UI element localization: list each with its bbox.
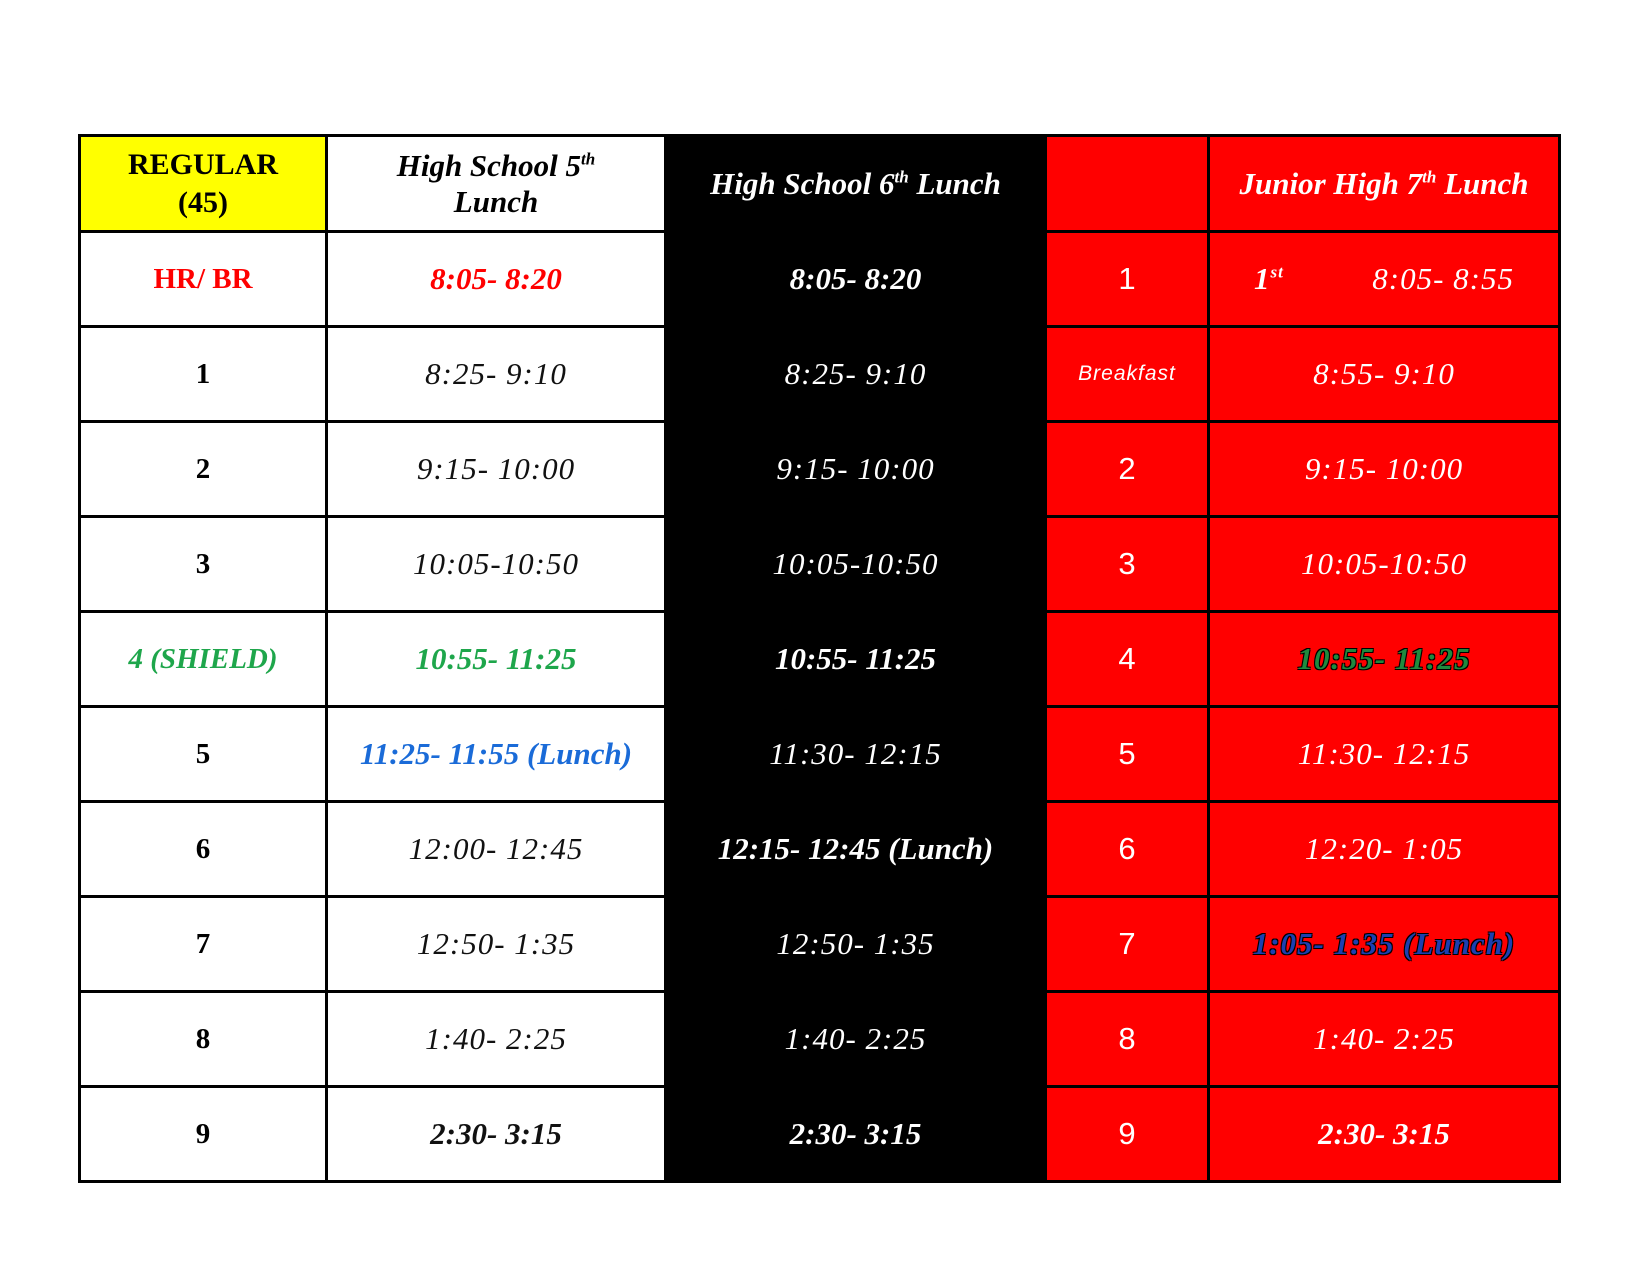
jh-period-number: 8 bbox=[1046, 992, 1209, 1087]
jh7-time: 8:05- 8:55 bbox=[1372, 261, 1514, 296]
period-label: HR/ BR bbox=[80, 232, 327, 327]
hs5-time: 1:40- 2:25 bbox=[327, 992, 666, 1087]
hs5-time: 2:30- 3:15 bbox=[327, 1087, 666, 1182]
header-hs6-sup: th bbox=[894, 167, 909, 187]
hs6-time: 11:30- 12:15 bbox=[666, 707, 1046, 802]
hs5-time: 8:25- 9:10 bbox=[327, 327, 666, 422]
header-hs5-text: High School 5 bbox=[396, 147, 582, 183]
period-label: 1 bbox=[80, 327, 327, 422]
table-row bbox=[80, 1087, 1560, 1182]
jh-period-number: 5 bbox=[1046, 707, 1209, 802]
jh-period-number: 4 bbox=[1046, 612, 1209, 707]
period-label: 5 bbox=[80, 707, 327, 802]
hs6-time: 2:30- 3:15 bbox=[666, 1087, 1046, 1182]
period-label: 7 bbox=[80, 897, 327, 992]
header-row bbox=[80, 136, 1560, 232]
table-row bbox=[80, 897, 1560, 992]
header-hs5-lunch bbox=[327, 136, 666, 232]
jh-period-number: 1 bbox=[1046, 232, 1209, 327]
table-row bbox=[80, 802, 1560, 897]
jh7-first-num: 1 bbox=[1254, 261, 1271, 296]
hs6-time: 12:50- 1:35 bbox=[666, 897, 1046, 992]
header-hs5-sup: th bbox=[581, 149, 596, 169]
hs6-time: 12:15- 12:45 (Lunch) bbox=[666, 802, 1046, 897]
period-label: 8 bbox=[80, 992, 327, 1087]
jh7-time: 10:05-10:50 bbox=[1209, 517, 1560, 612]
jh7-time: 9:15- 10:00 bbox=[1209, 422, 1560, 517]
header-jh7-lunch bbox=[1209, 136, 1560, 232]
period-label: 9 bbox=[80, 1087, 327, 1182]
jh-period-number: 6 bbox=[1046, 802, 1209, 897]
hs5-time: 11:25- 11:55 (Lunch) bbox=[327, 707, 666, 802]
hs5-time: 10:55- 11:25 bbox=[327, 612, 666, 707]
hs6-time: 10:55- 11:25 bbox=[666, 612, 1046, 707]
jh-period-number: 9 bbox=[1046, 1087, 1209, 1182]
hs6-time: 8:25- 9:10 bbox=[666, 327, 1046, 422]
hs5-time: 8:05- 8:20 bbox=[327, 232, 666, 327]
table-row bbox=[80, 422, 1560, 517]
table-row bbox=[80, 517, 1560, 612]
header-regular bbox=[80, 136, 327, 232]
period-label: 3 bbox=[80, 517, 327, 612]
hs6-time: 8:05- 8:20 bbox=[666, 232, 1046, 327]
header-hs6-lunch bbox=[666, 136, 1046, 232]
jh-period-number: Breakfast bbox=[1046, 327, 1209, 422]
header-regular-title: REGULAR bbox=[127, 148, 278, 181]
jh7-time: 1:05- 1:35 (Lunch) bbox=[1209, 897, 1560, 992]
table-row bbox=[80, 992, 1560, 1087]
hs5-time: 9:15- 10:00 bbox=[327, 422, 666, 517]
jh7-time: 12:20- 1:05 bbox=[1209, 802, 1560, 897]
hs5-time: 10:05-10:50 bbox=[327, 517, 666, 612]
period-label: 4 (SHIELD) bbox=[80, 612, 327, 707]
header-hs5-line2: Lunch bbox=[453, 183, 539, 219]
jh7-first-label bbox=[1254, 261, 1284, 297]
table-row bbox=[80, 612, 1560, 707]
header-jh7-sup: th bbox=[1422, 167, 1437, 187]
header-hs6-text: High School 6 bbox=[710, 165, 895, 201]
jh-period-number: 7 bbox=[1046, 897, 1209, 992]
bell-schedule-table bbox=[78, 134, 1561, 1183]
jh7-time: 1:40- 2:25 bbox=[1209, 992, 1560, 1087]
table-row bbox=[80, 707, 1560, 802]
hs6-time: 1:40- 2:25 bbox=[666, 992, 1046, 1087]
header-jh7-text: Junior High 7 bbox=[1239, 165, 1423, 201]
jh7-first-sup: st bbox=[1270, 262, 1284, 282]
hs5-time: 12:50- 1:35 bbox=[327, 897, 666, 992]
jh7-time-cell bbox=[1209, 232, 1560, 327]
period-label: 6 bbox=[80, 802, 327, 897]
hs6-time: 10:05-10:50 bbox=[666, 517, 1046, 612]
header-blank bbox=[1046, 136, 1209, 232]
header-regular-length: (45) bbox=[178, 185, 228, 219]
hs6-time: 9:15- 10:00 bbox=[666, 422, 1046, 517]
table-row bbox=[80, 232, 1560, 327]
jh7-time: 2:30- 3:15 bbox=[1209, 1087, 1560, 1182]
jh7-time: 10:55- 11:25 bbox=[1209, 612, 1560, 707]
period-label: 2 bbox=[80, 422, 327, 517]
jh-period-number: 3 bbox=[1046, 517, 1209, 612]
jh7-time: 8:55- 9:10 bbox=[1209, 327, 1560, 422]
header-hs6-post: Lunch bbox=[908, 165, 1001, 201]
jh7-time: 11:30- 12:15 bbox=[1209, 707, 1560, 802]
table-row bbox=[80, 327, 1560, 422]
jh-period-number: 2 bbox=[1046, 422, 1209, 517]
header-jh7-post: Lunch bbox=[1436, 165, 1529, 201]
hs5-time: 12:00- 12:45 bbox=[327, 802, 666, 897]
